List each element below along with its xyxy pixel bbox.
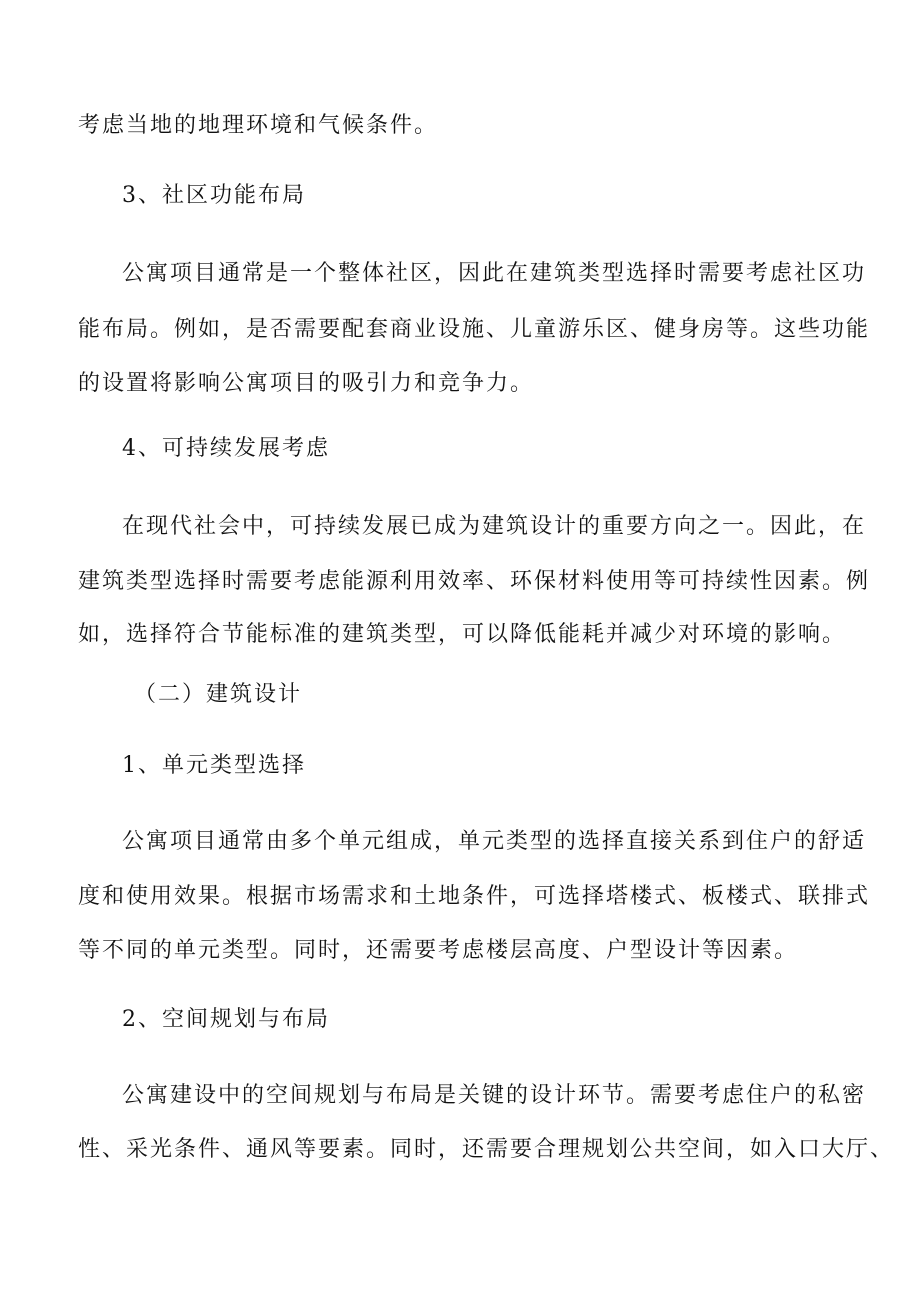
paragraph-line: 性、采光条件、通风等要素。同时，还需要合理规划公共空间，如入口大厅、 xyxy=(78,1137,895,1162)
paragraph-line: 公寓建设中的空间规划与布局是关键的设计环节。需要考虑住户的私密 xyxy=(122,1083,867,1108)
paragraph-line: 如，选择符合节能标准的建筑类型，可以降低能耗并减少对环境的影响。 xyxy=(78,622,847,647)
paragraph-line: 公寓项目通常由多个单元组成，单元类型的选择直接关系到住户的舒适 xyxy=(122,829,867,854)
paragraph-line: 等不同的单元类型。同时，还需要考虑楼层高度、户型设计等因素。 xyxy=(78,938,799,963)
paragraph-line: 考虑当地的地理环境和气候条件。 xyxy=(78,113,439,138)
paragraph-line: 度和使用效果。根据市场需求和土地条件，可选择塔楼式、板楼式、联排式 xyxy=(78,884,871,909)
section-heading-b1: 1、单元类型选择 xyxy=(122,753,306,778)
paragraph-line: 的设置将影响公寓项目的吸引力和竞争力。 xyxy=(78,371,535,396)
paragraph-line: 建筑类型选择时需要考虑能源利用效率、环保材料使用等可持续性因素。例 xyxy=(78,569,871,594)
section-heading-3: 3、社区功能布局 xyxy=(122,183,306,208)
paragraph-line: 公寓项目通常是一个整体社区，因此在建筑类型选择时需要考虑社区功 xyxy=(122,261,867,286)
paragraph-line: 能布局。例如，是否需要配套商业设施、儿童游乐区、健身房等。这些功能 xyxy=(78,317,871,342)
paragraph-line: 在现代社会中，可持续发展已成为建筑设计的重要方向之一。因此，在 xyxy=(122,514,867,539)
subsection-heading: （二）建筑设计 xyxy=(134,682,303,707)
section-heading-b2: 2、空间规划与布局 xyxy=(122,1007,330,1032)
section-heading-4: 4、可持续发展考虑 xyxy=(122,436,330,461)
